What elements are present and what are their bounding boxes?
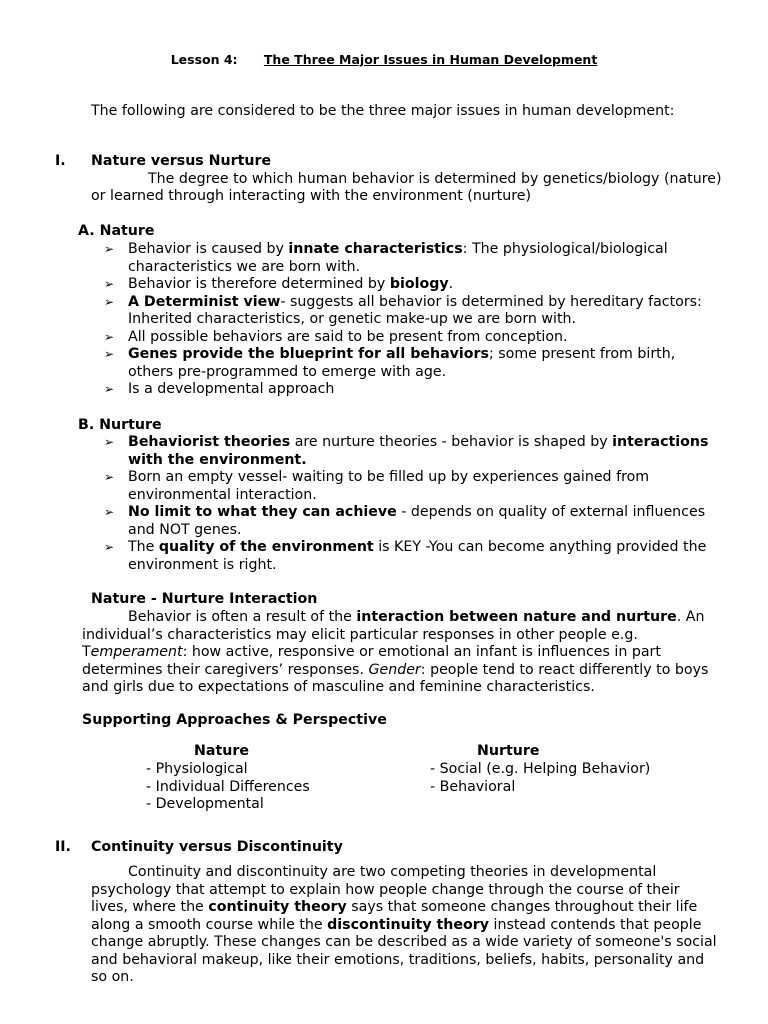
arrow-bullet-icon: ➢ [103,294,115,309]
nurture-heading: B. Nurture [78,417,162,433]
list-item: ➢ All possible behaviors are said to be present from conception. [101,329,721,347]
intro-text: The following are considered to be the three major issues in human development: [91,103,675,119]
approaches-heading: Supporting Approaches & Perspective [82,712,387,728]
arrow-bullet-icon: ➢ [103,540,115,554]
arrow-bullet-icon: ➢ [103,242,115,256]
list-item: - Social (e.g. Helping Behavior) [430,761,651,777]
arrow-bullet-icon: ➢ [103,505,115,519]
section-1-title: Nature versus Nurture [91,153,272,169]
section-1-desc-line1: The degree to which human behavior is determined by genetics/biology (nature) [148,171,722,187]
list-item: ➢ The quality of the environment is KEY -You can become anything provided the environment is right. [101,539,721,574]
nature-list [101,241,721,399]
list-item: - Developmental [146,796,264,812]
list-item: ➢ Genes provide the blueprint for all behaviors; some present from birth, others pre-programmed to emerge with age. [101,346,721,381]
arrow-bullet-icon: ➢ [103,470,115,484]
section-1-desc-line2: or learned through interacting with the environment (nurture) [91,188,531,204]
list-item: ➢ A Determinist view- suggests all behavior is determined by hereditary factors: Inherited characteristics, or genetic make-up we are born with. [101,294,721,329]
list-item: ➢ Is a developmental approach [101,381,721,399]
list-item: - Individual Differences [146,778,310,795]
list-item: ➢ Born an empty vessel- waiting to be filled up by experiences gained from environmental interaction. [101,469,721,504]
list-item: ➢ Behavior is therefore determined by biology. [101,276,721,294]
list-item: - Behavioral [430,778,516,795]
nurture-list [101,434,721,574]
arrow-bullet-icon: ➢ [103,347,115,361]
list-item: - Physiological [146,761,248,777]
interaction-heading: Nature - Nurture Interaction [91,591,318,607]
list-item: ➢ Behavior is caused by innate characteristics: The physiological/biological characteristics we are born with. [101,241,721,276]
nurture-column-title: Nurture [477,743,540,759]
arrow-bullet-icon: ➢ [103,329,115,344]
section-2-paragraph: Continuity and discontinuity are two competing theories in developmental psychology that attempt to explain how people change through the course of their lives, where the continuity theory says that someone changes throughout their life along a smooth course while the discontinuity theory instead contends that people change abruptly. These changes can be described as a wide variety of someone's social and behavioral makeup, like their emotions, traditions, beliefs, habits, personality and so on. [91,864,717,985]
section-1-number: I. [55,153,66,169]
lesson-title: The Three Major Issues in Human Development [263,52,598,67]
page-header [0,51,768,69]
interaction-paragraph: Behavior is often a result of the interaction between nature and nurture. An individual’s characteristics may elicit particular responses in other people e.g. Temperament: how active, responsive or emotional an infant is influences in part determines their caregivers’ responses. Gender: people tend to react differently to boys and girls due to expectations of masculine and feminine characteristics. [82,609,709,695]
nature-heading: A. Nature [78,223,155,239]
list-item: ➢ No limit to what they can achieve - depends on quality of external influences and NOT genes. [101,504,721,539]
lesson-number: Lesson 4: [170,52,238,67]
arrow-bullet-icon: ➢ [103,435,115,449]
arrow-bullet-icon: ➢ [103,277,115,291]
nature-column-title: Nature [194,743,249,759]
arrow-bullet-icon: ➢ [103,382,115,396]
section-2-title: Continuity versus Discontinuity [91,839,343,855]
nurture-column-list [430,761,650,796]
list-item: ➢ Behaviorist theories are nurture theories - behavior is shaped by interactions with the environment. [101,434,721,469]
nature-column-list [146,761,310,814]
section-2-number: II. [55,839,71,855]
